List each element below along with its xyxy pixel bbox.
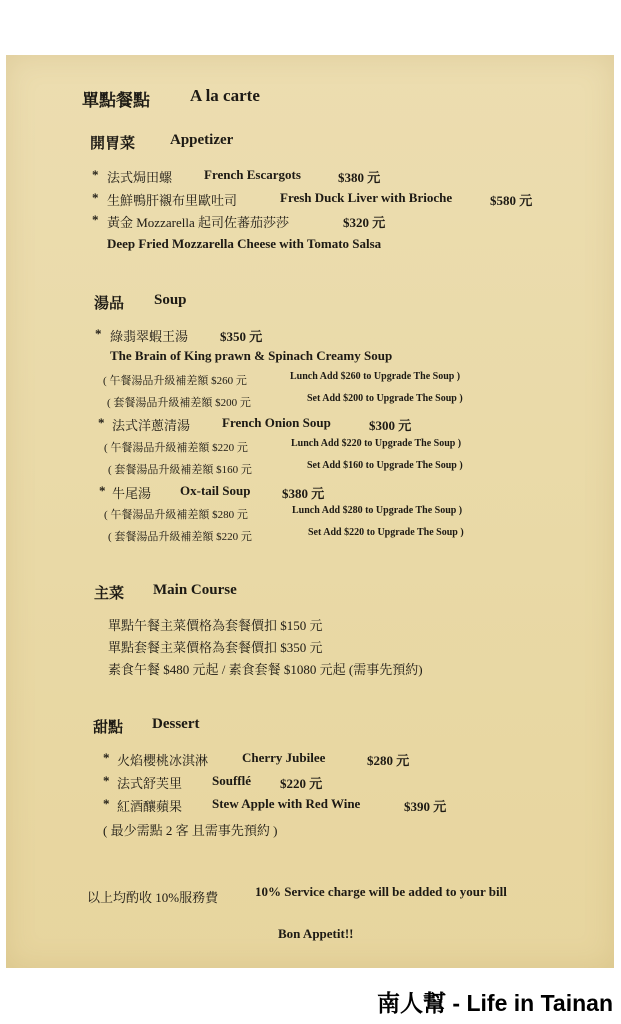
closing-text: Bon Appetit!! [278, 926, 354, 941]
soup-item-zh: 牛尾湯 [112, 486, 152, 501]
main-line: 單點午餐主菜價格為套餐價扣 $150 元 [108, 618, 323, 633]
soup-heading-zh: 湯品 [94, 296, 125, 312]
soup-item-price: $300 元 [369, 418, 412, 433]
dessert-item-price: $390 元 [404, 799, 447, 814]
appetizer-heading-zh: 開胃菜 [90, 136, 136, 152]
appetizer-bullet: * [92, 212, 99, 227]
dessert-item-zh: 火焰櫻桃冰淇淋 [117, 753, 209, 768]
soup-set-upgrade-en: Set Add $220 to Upgrade The Soup ) [308, 527, 464, 538]
appetizer-heading-en: Appetizer [170, 132, 234, 148]
soup-lunch-upgrade-zh: ( 午餐湯品升級補差額 $280 元 [104, 509, 248, 521]
appetizer-item-en: Deep Fried Mozzarella Cheese with Tomato Salsa [107, 236, 382, 251]
soup-item-en: The Brain of King prawn & Spinach Creamy Soup [110, 348, 393, 363]
soup-lunch-upgrade-zh: ( 午餐湯品升級補差額 $220 元 [104, 442, 248, 454]
main-heading-zh: 主菜 [94, 586, 125, 602]
dessert-item-zh: 法式舒芙里 [117, 776, 183, 791]
appetizer-bullet: * [92, 190, 99, 205]
appetizer-item-en: Fresh Duck Liver with Brioche [280, 190, 453, 205]
soup-item-zh: 法式洋蔥清湯 [112, 418, 191, 433]
dessert-heading-zh: 甜點 [93, 720, 124, 736]
soup-lunch-upgrade-en: Lunch Add $220 to Upgrade The Soup ) [291, 438, 462, 449]
soup-set-upgrade-zh: ( 套餐湯品升級補差額 $200 元 [107, 397, 251, 409]
appetizer-item-en: French Escargots [204, 167, 301, 182]
watermark: 南人幫 - Life in Tainan [377, 990, 613, 1016]
soup-set-upgrade-zh: ( 套餐湯品升級補差額 $160 元 [108, 464, 252, 476]
soup-bullet: * [98, 415, 105, 430]
menu-title-en: A la carte [190, 86, 260, 105]
appetizer-item-price: $320 元 [343, 215, 386, 230]
soup-lunch-upgrade-zh: ( 午餐湯品升級補差額 $260 元 [103, 375, 247, 387]
dessert-bullet: * [103, 796, 110, 811]
dessert-note: ( 最少需點 2 客 且需事先預約 ) [103, 823, 278, 838]
appetizer-item-zh: 生鮮鴨肝襯布里歐吐司 [107, 193, 238, 208]
dessert-item-en: Soufflé [212, 773, 251, 788]
dessert-item-price: $220 元 [280, 776, 323, 791]
soup-bullet: * [99, 483, 106, 498]
dessert-item-price: $280 元 [367, 753, 410, 768]
soup-set-upgrade-en: Set Add $200 to Upgrade The Soup ) [307, 393, 463, 404]
dessert-heading-en: Dessert [152, 716, 200, 732]
soup-set-upgrade-en: Set Add $160 to Upgrade The Soup ) [307, 460, 463, 471]
soup-item-price: $380 元 [282, 486, 325, 501]
appetizer-item-price: $580 元 [490, 193, 533, 208]
appetizer-item-price: $380 元 [338, 170, 381, 185]
menu-title-zh: 單點餐點 [82, 91, 150, 110]
dessert-bullet: * [103, 750, 110, 765]
appetizer-bullet: * [92, 167, 99, 182]
appetizer-item-zh: 法式焗田螺 [107, 170, 173, 185]
soup-heading-en: Soup [154, 292, 187, 308]
dessert-item-en: Stew Apple with Red Wine [212, 796, 361, 811]
main-line: 單點套餐主菜價格為套餐價扣 $350 元 [108, 640, 323, 655]
soup-item-price: $350 元 [220, 329, 263, 344]
dessert-item-zh: 紅酒釀蘋果 [117, 799, 183, 814]
soup-lunch-upgrade-en: Lunch Add $280 to Upgrade The Soup ) [292, 505, 463, 516]
soup-item-en: French Onion Soup [222, 415, 331, 430]
soup-set-upgrade-zh: ( 套餐湯品升級補差額 $220 元 [108, 531, 252, 543]
appetizer-item-zh: 黃金 Mozzarella 起司佐蕃茄莎莎 [107, 215, 289, 230]
service-charge-en: 10% Service charge will be added to your bill [255, 884, 507, 899]
soup-item-en: Ox-tail Soup [180, 483, 251, 498]
dessert-bullet: * [103, 773, 110, 788]
soup-bullet: * [95, 326, 102, 341]
dessert-item-en: Cherry Jubilee [242, 750, 326, 765]
main-heading-en: Main Course [153, 582, 237, 598]
soup-lunch-upgrade-en: Lunch Add $260 to Upgrade The Soup ) [290, 371, 461, 382]
service-charge-zh: 以上均酌收 10%服務費 [87, 890, 219, 905]
main-line: 素食午餐 $480 元起 / 素食套餐 $1080 元起 (需事先預約) [108, 662, 423, 677]
soup-item-zh: 綠翡翠蝦王湯 [110, 329, 189, 344]
